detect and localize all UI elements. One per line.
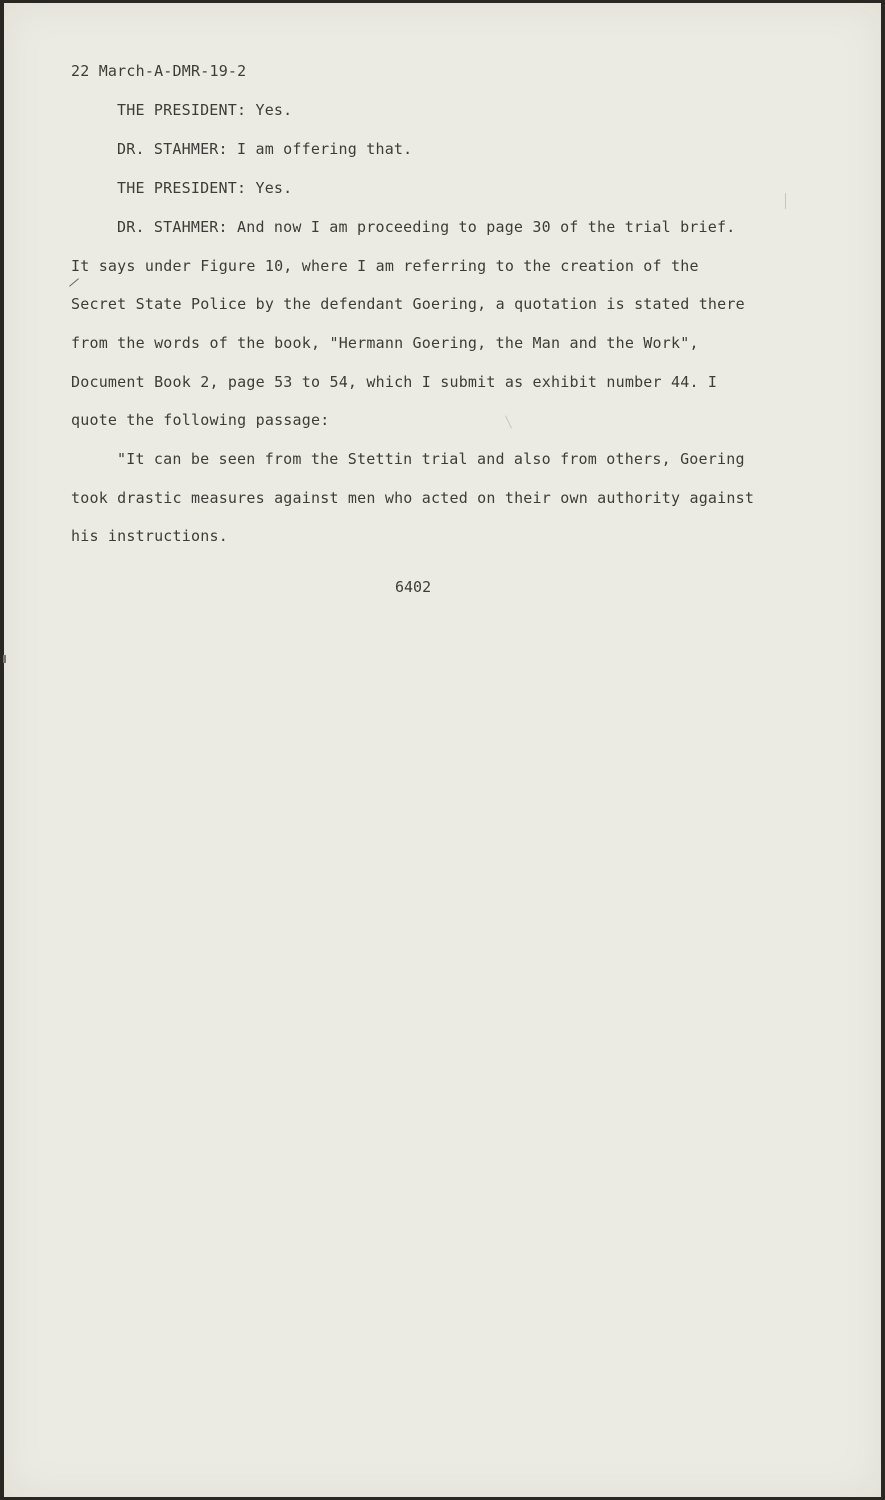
transcript-line-4: DR. STAHMER: And now I am proceeding to page 30 of the trial brief.: [117, 218, 736, 236]
document-page: [4, 3, 881, 1497]
transcript-line-11: took drastic measures against men who acted on their own authority against: [71, 489, 755, 507]
edge-mark: [3, 655, 6, 663]
transcript-line-12: his instructions.: [71, 527, 228, 545]
transcript-line-3: THE PRESIDENT: Yes.: [117, 179, 293, 197]
page-number: 6402: [395, 578, 432, 596]
transcript-line-10: "It can be seen from the Stettin trial and also from others, Goering: [117, 450, 745, 468]
transcript-body: [4, 3, 881, 1497]
transcript-line-7: from the words of the book, "Hermann Goering, the Man and the Work",: [71, 334, 699, 352]
document-header: 22 March-A-DMR-19-2: [71, 62, 247, 80]
transcript-line-6: Secret State Police by the defendant Goering, a quotation is stated there: [71, 295, 745, 313]
transcript-line-1: THE PRESIDENT: Yes.: [117, 101, 293, 119]
transcript-line-5: It says under Figure 10, where I am referring to the creation of the: [71, 257, 699, 275]
paper-mark: [785, 193, 786, 209]
transcript-line-2: DR. STAHMER: I am offering that.: [117, 140, 413, 158]
transcript-line-9: quote the following passage:: [71, 411, 330, 429]
transcript-line-8: Document Book 2, page 53 to 54, which I submit as exhibit number 44. I: [71, 373, 718, 391]
